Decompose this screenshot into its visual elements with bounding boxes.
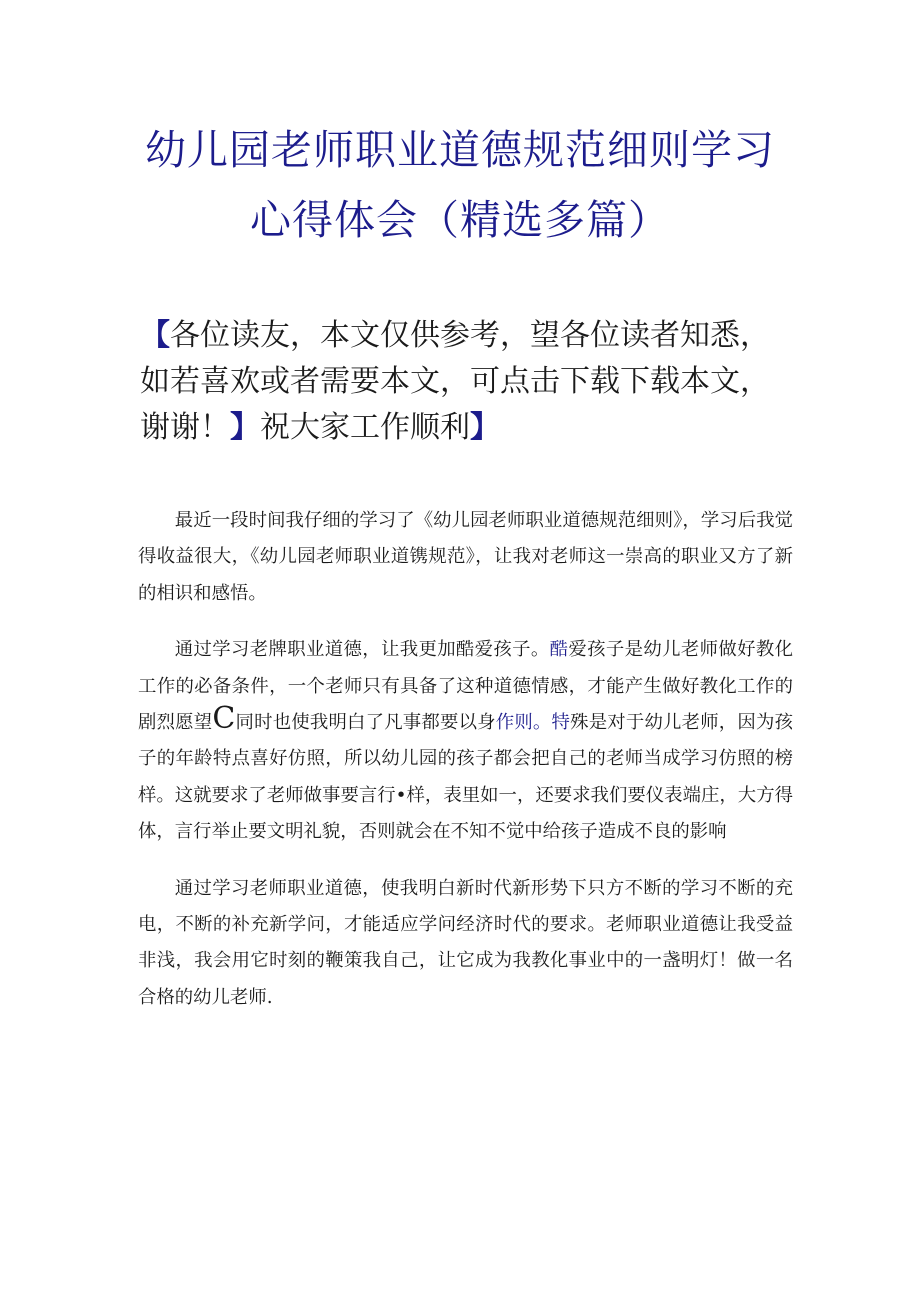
paragraph-2-part-g: 殊是对于幼儿老师，因为孩子的年龄特点喜好仿照，所以幼儿园的孩子都会把自己的老师当成学习仿照的榜样。这就要求了老师做事要言行•样，表里如一，还要求我们要仪表端庄，大方得体，言行举止要文明礼貌，否则就会在不知不觉中给孩子造成不良的影响 [138,712,793,843]
paragraph-2-part-f: 作则。特 [495,712,571,734]
document-body [138,503,793,1036]
paragraph-2 [138,632,793,850]
notice-open-bracket: 【 [140,318,170,353]
paragraph-2-part-d: C [212,701,236,737]
notice-mid-bracket: 】 [230,410,260,445]
paragraph-3: 通过学习老师职业道德，使我明白新时代新形势下只方不断的学习不断的充电，不断的补充新学问，才能适应学问经济时代的要求。老师职业道德让我受益非浅，我会用它时刻的鞭策我自己，让它成为我教化事业中的一盏明灯！做一名合格的幼儿老师. [138,877,793,1008]
document-title-line-1: 幼儿园老师职业道德规范细则学习 [145,126,775,174]
paragraph-2-part-e: 同时也使我明白了凡事都要以身 [235,712,496,734]
notice-wish: 祝大家工作顺利 [260,410,470,445]
paragraph-2-part-c: 爱孩子是幼儿老师做好教化工作的必备条件，一个老师只有具备了这种道德情感，才能产生做好教化工作的剧烈愿望 [138,639,793,734]
document-title-line-2: 心得体会（精选多篇） [250,196,670,244]
paragraph-1: 最近一段时间我仔细的学习了《幼儿园老师职业道德规范细则》，学习后我觉得收益很大，《幼儿园老师职业道镌规范》，让我对老师这一崇高的职业又方了新的相识和感悟。 [138,510,793,604]
paragraph-2-part-a: 通过学习老牌职业道德，让我更加酷爱孩子。 [174,639,550,661]
paragraph-2-part-b: 酷 [549,639,569,661]
notice-text: 各位读友，本文仅供参考，望各位读者知悉，如若喜欢或者需要本文，可点击下载下载本文，谢谢！ [140,318,770,445]
reader-notice [140,313,790,451]
notice-close-bracket: 】 [470,410,500,445]
